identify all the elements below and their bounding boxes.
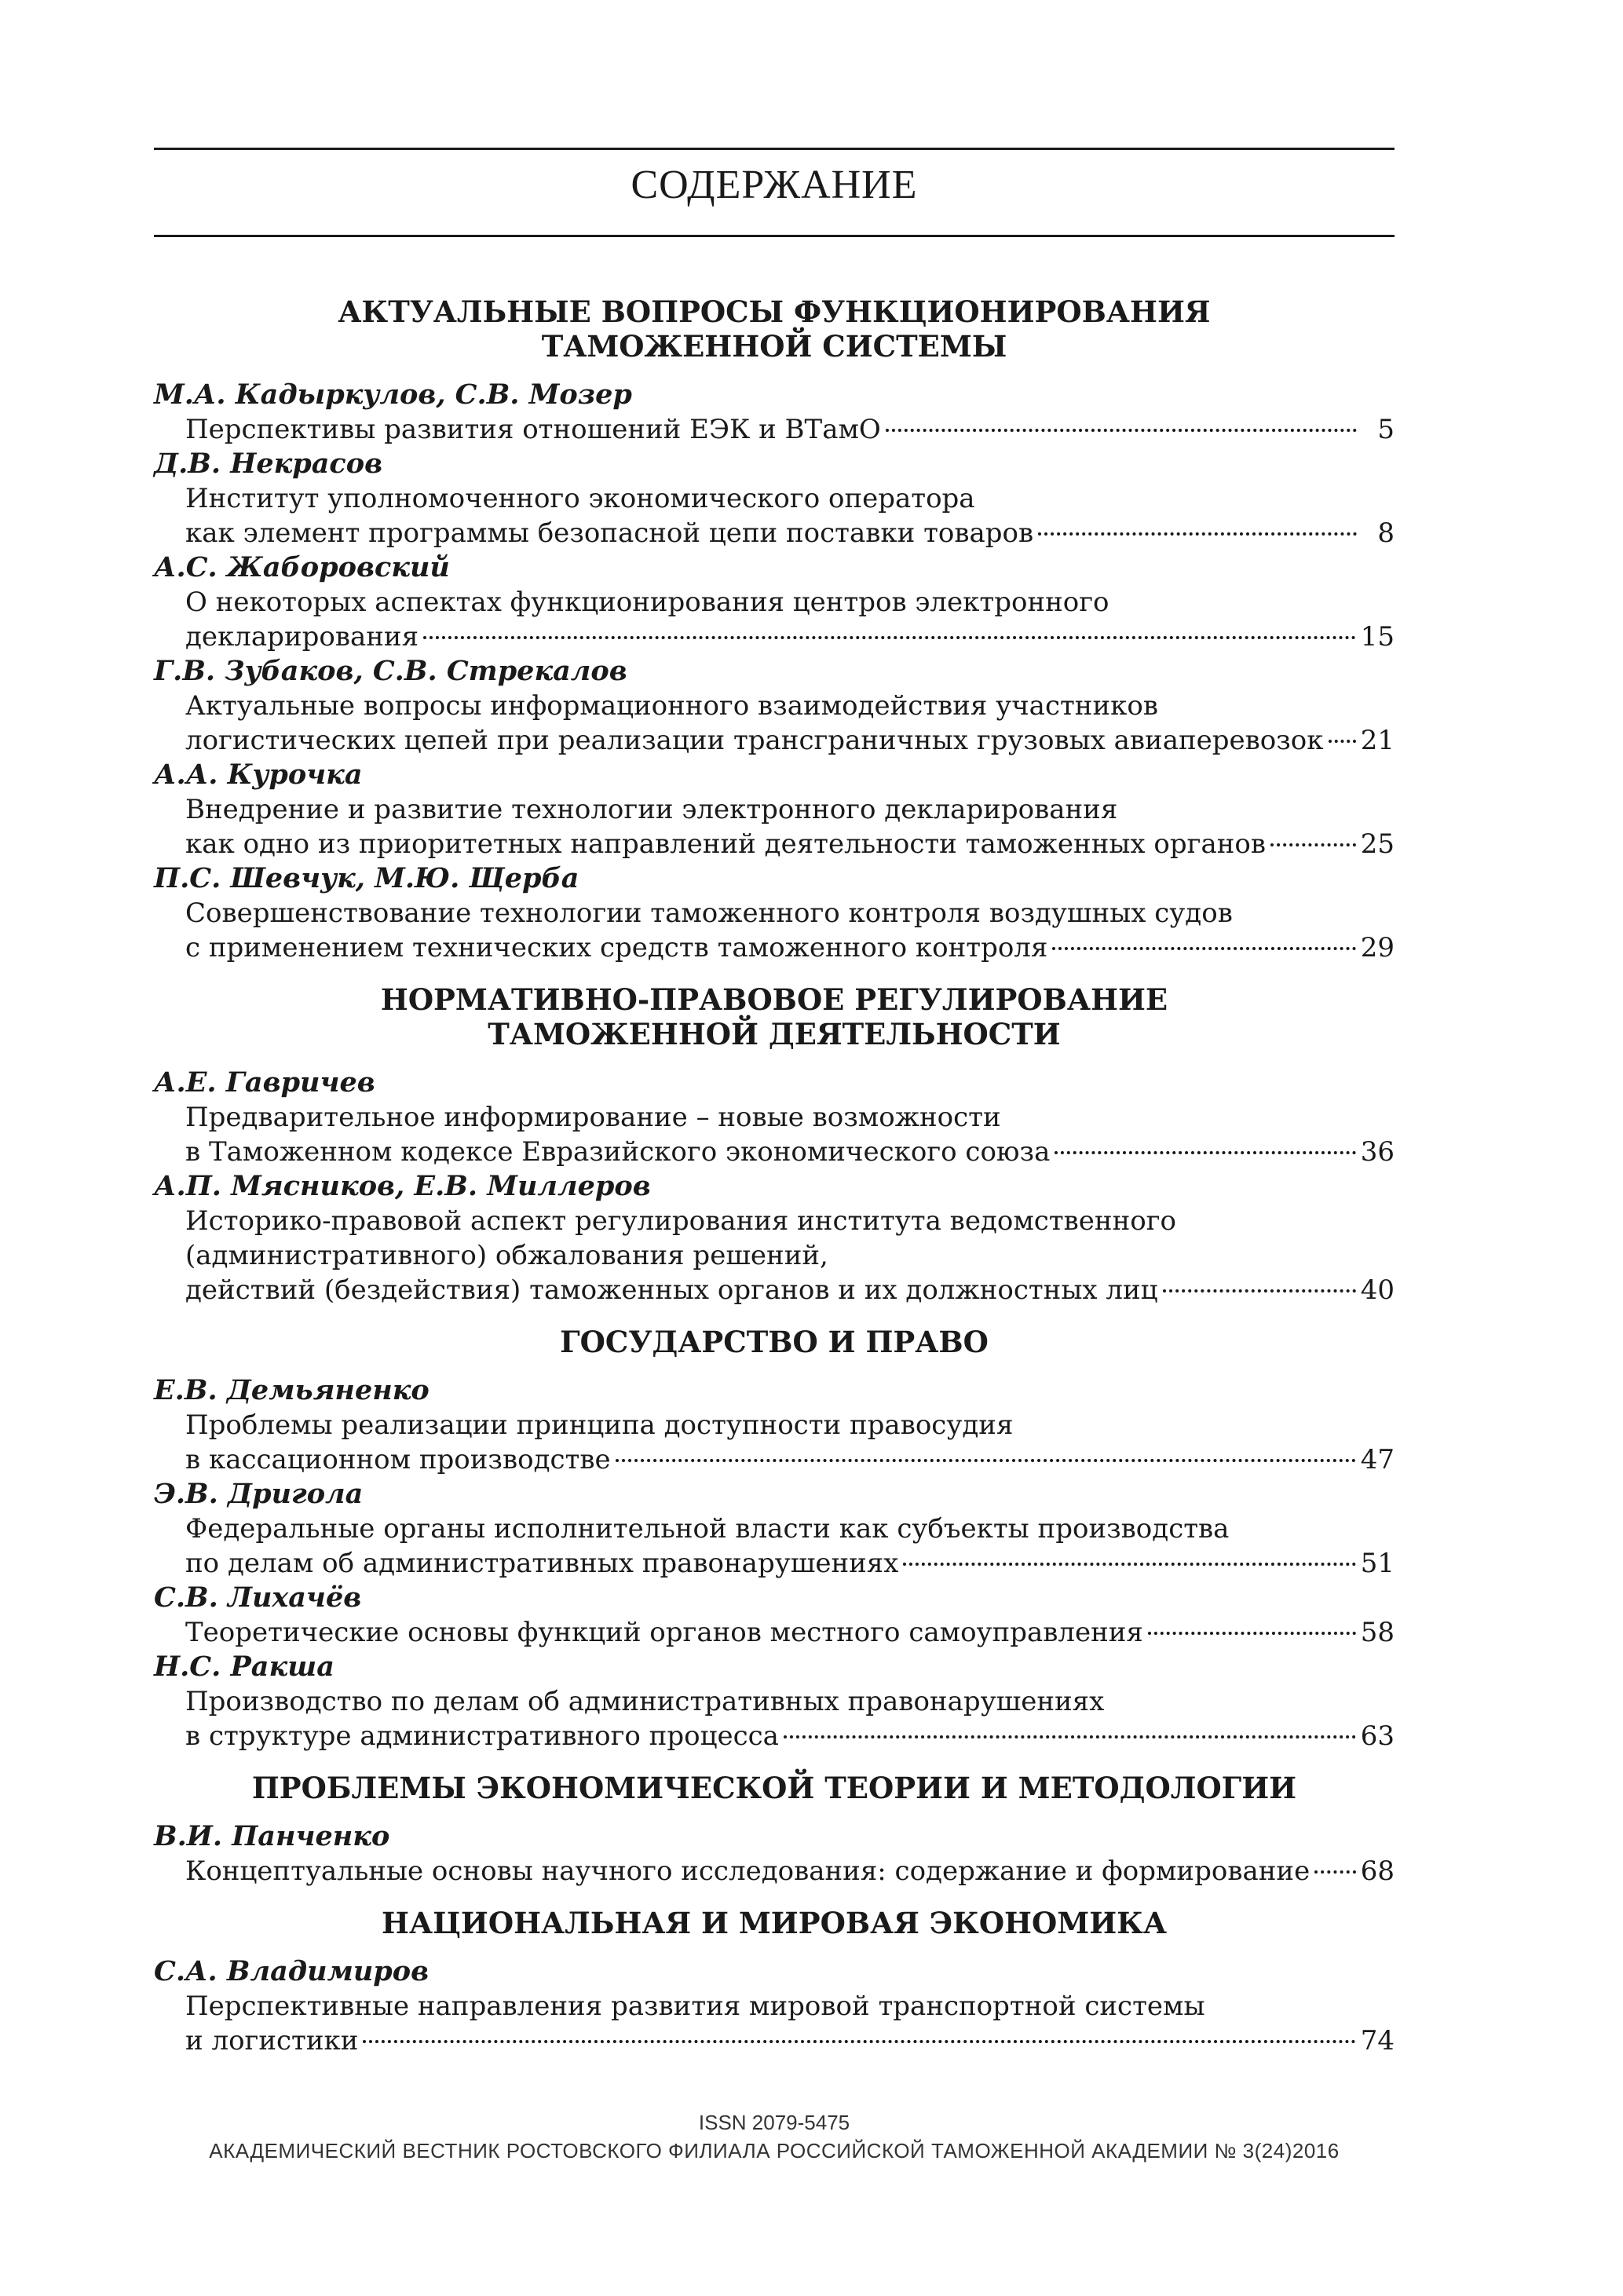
toc-entry[interactable]: [154, 861, 1395, 965]
entry-article: [154, 1684, 1395, 1753]
page-number: 63: [1360, 1720, 1395, 1752]
page-footer: [154, 2108, 1395, 2165]
article-title-line: (административного) обжалования решений,: [185, 1240, 828, 1271]
toc-entry[interactable]: [154, 447, 1395, 550]
article-last-line: [185, 412, 1395, 447]
section-title: [154, 982, 1395, 1051]
section-title: [154, 1325, 1395, 1359]
article-last-line: [185, 827, 1395, 861]
entry-authors: В.И. Панченко: [154, 1820, 390, 1852]
page-number: 74: [1360, 2025, 1395, 2057]
section-title: [154, 294, 1395, 364]
page-number: 68: [1360, 1855, 1395, 1887]
dot-leader: [784, 1735, 1356, 1738]
article-title-line: Проблемы реализации принципа доступности правосудия: [185, 1409, 1014, 1441]
article-last-line: [185, 516, 1395, 550]
toc-section: [154, 1771, 1395, 1888]
page-number: 25: [1360, 828, 1395, 860]
entry-article: [154, 792, 1395, 861]
page-number: 51: [1360, 1548, 1395, 1579]
entry-article: [154, 1989, 1395, 2058]
entry-article: [154, 689, 1395, 758]
entry-authors: Г.В. Зубаков, С.В. Стрекалов: [154, 655, 627, 687]
entry-article: [154, 1204, 1395, 1307]
entry-authors: С.А. Владимиров: [154, 1955, 430, 1987]
entry-authors: М.А. Кадыркулов, С.В. Мозер: [154, 378, 632, 411]
entry-article: [154, 1512, 1395, 1581]
dot-leader: [1314, 1870, 1356, 1874]
dot-leader: [1270, 843, 1356, 846]
article-title-line: Институт уполномоченного экономического оператора: [185, 483, 975, 514]
page-number: 58: [1360, 1617, 1395, 1648]
section-title-line: ПРОБЛЕМЫ ЭКОНОМИЧЕСКОЙ ТЕОРИИ И МЕТОДОЛОГИИ: [251, 1771, 1297, 1805]
section-title-line: АКТУАЛЬНЫЕ ВОПРОСЫ ФУНКЦИОНИРОВАНИЯ: [338, 294, 1211, 329]
toc-section: [154, 1906, 1395, 2058]
page-number: 40: [1360, 1274, 1395, 1306]
article-title-line: Производство по делам об административных правонарушениях: [185, 1686, 1105, 1717]
article-title-line: Перспективы развития отношений ЕЭК и ВТамО: [185, 414, 881, 445]
toc-entry[interactable]: [154, 1477, 1395, 1581]
entry-article: [154, 1100, 1395, 1169]
entry-authors: А.Е. Гавричев: [154, 1066, 375, 1099]
article-title-line: Совершенствование технологии таможенного контроля воздушных судов: [185, 898, 1233, 929]
page-number: 36: [1360, 1136, 1395, 1168]
section-title-line: НОРМАТИВНО-ПРАВОВОЕ РЕГУЛИРОВАНИЕ: [380, 982, 1168, 1017]
toc-section: [154, 294, 1395, 965]
article-last-line: [185, 2024, 1395, 2058]
article-title-line: Федеральные органы исполнительной власти как субъекты производства: [185, 1513, 1230, 1545]
issn-label: ISSN 2079-5475: [698, 2111, 850, 2134]
toc-section: [154, 982, 1395, 1307]
section-title-line: ТАМОЖЕННОЙ ДЕЯТЕЛЬНОСТИ: [488, 1017, 1061, 1051]
entry-authors: А.А. Курочка: [154, 759, 363, 791]
entry-article: [154, 1408, 1395, 1477]
dot-leader: [886, 429, 1357, 432]
entry-authors: А.С. Жаборовский: [154, 551, 450, 583]
article-title-line: Историко-правовой аспект регулирования института ведомственного: [185, 1205, 1176, 1237]
toc-entry[interactable]: [154, 1581, 1395, 1650]
section-title-line: НАЦИОНАЛЬНАЯ И МИРОВАЯ ЭКОНОМИКА: [382, 1906, 1167, 1940]
dot-leader: [1329, 740, 1356, 743]
article-last-line: [185, 620, 1395, 654]
entry-authors: Э.В. Дригола: [154, 1478, 364, 1510]
title-underline-rule: [154, 235, 1395, 237]
page-number: 29: [1360, 932, 1395, 963]
entry-authors: Д.В. Некрасов: [154, 448, 383, 480]
article-last-line: [185, 1854, 1395, 1888]
toc-entry[interactable]: [154, 1650, 1395, 1753]
journal-name: АКАДЕМИЧЕСКИЙ ВЕСТНИК РОСТОВСКОГО ФИЛИАЛА РОССИЙСКОЙ ТАМОЖЕННОЙ АКАДЕМИИ № 3(24)2016: [209, 2139, 1340, 2163]
dot-leader: [1163, 1289, 1356, 1292]
article-title-line: в Таможенном кодексе Евразийского экономического союза: [185, 1136, 1051, 1168]
article-title-line: в кассационном производстве: [185, 1444, 611, 1475]
entry-authors: Е.В. Демьяненко: [154, 1374, 430, 1406]
table-of-contents: [154, 294, 1395, 2058]
article-title-line: Теоретические основы функций органов местного самоуправления: [185, 1617, 1143, 1648]
section-title: [154, 1906, 1395, 1940]
toc-entry[interactable]: [154, 1373, 1395, 1477]
dot-leader: [363, 2040, 1355, 2043]
section-title-line: ТАМОЖЕННОЙ СИСТЕМЫ: [541, 329, 1007, 364]
entry-authors: П.С. Шевчук, М.Ю. Щерба: [154, 862, 579, 894]
article-title-line: действий (бездействия) таможенных органов и их должностных лиц: [185, 1274, 1158, 1306]
article-title-line: как одно из приоритетных направлений деятельности таможенных органов: [185, 828, 1266, 860]
article-title-line: декларирования: [185, 621, 419, 653]
toc-entry[interactable]: [154, 378, 1395, 447]
article-title-line: Концептуальные основы научного исследования: содержание и формирование: [185, 1855, 1310, 1887]
page-number: 21: [1360, 725, 1395, 756]
entry-authors: С.В. Лихачёв: [154, 1581, 362, 1614]
page-number: 8: [1377, 517, 1395, 549]
entry-article: [154, 585, 1395, 654]
article-title-line: Перспективные направления развития мировой транспортной системы: [185, 1991, 1205, 2022]
dot-leader: [616, 1459, 1356, 1462]
article-last-line: [185, 1442, 1395, 1477]
page-number: 47: [1360, 1444, 1395, 1475]
toc-entry[interactable]: [154, 1954, 1395, 2058]
entry-authors: Н.С. Ракша: [154, 1651, 334, 1683]
entry-article: [154, 1615, 1395, 1650]
article-title-line: О некоторых аспектах функционирования центров электронного: [185, 587, 1109, 618]
dot-leader: [1055, 1151, 1355, 1154]
article-last-line: [185, 1719, 1395, 1753]
article-last-line: [185, 1273, 1395, 1307]
entry-article: [154, 896, 1395, 965]
article-title-line: и логистики: [185, 2025, 359, 2057]
dot-leader: [903, 1563, 1355, 1566]
article-title-line: Предварительное информирование – новые возможности: [185, 1102, 1001, 1133]
dot-leader: [1052, 947, 1355, 950]
entry-article: [154, 1854, 1395, 1888]
article-title-line: логистических цепей при реализации трансграничных грузовых авиаперевозок: [185, 725, 1324, 756]
toc-entry[interactable]: [154, 654, 1395, 758]
article-title-line: с применением технических средств таможенного контроля: [185, 932, 1048, 963]
top-rule: [154, 148, 1395, 150]
section-title: [154, 1771, 1395, 1805]
dot-leader: [1148, 1632, 1356, 1635]
toc-entry[interactable]: [154, 1169, 1395, 1307]
entry-article: [154, 481, 1395, 550]
entry-article: [154, 412, 1395, 447]
article-last-line: [185, 1546, 1395, 1581]
article-last-line: [185, 930, 1395, 965]
section-title-line: ГОСУДАРСТВО И ПРАВО: [560, 1325, 989, 1359]
article-last-line: [185, 1135, 1395, 1169]
article-title-line: Внедрение и развитие технологии электронного декларирования: [185, 794, 1118, 825]
article-title-line: по делам об административных правонарушениях: [185, 1548, 899, 1579]
toc-entry[interactable]: [154, 1066, 1395, 1169]
article-title-line: как элемент программы безопасной цепи поставки товаров: [185, 517, 1034, 549]
dot-leader: [423, 636, 1356, 639]
page-number: 5: [1377, 414, 1395, 445]
page-title: СОДЕРЖАНИЕ: [631, 163, 918, 207]
toc-entry[interactable]: [154, 758, 1395, 861]
article-title-line: Актуальные вопросы информационного взаимодействия участников: [185, 690, 1158, 722]
dot-leader: [1038, 532, 1357, 536]
article-title-line: в структуре административного процесса: [185, 1720, 779, 1752]
article-last-line: [185, 723, 1395, 758]
toc-section: [154, 1325, 1395, 1753]
page-number: 15: [1360, 621, 1395, 653]
article-last-line: [185, 1615, 1395, 1650]
toc-entry[interactable]: [154, 550, 1395, 654]
entry-authors: А.П. Мясников, Е.В. Миллеров: [154, 1170, 651, 1202]
toc-entry[interactable]: [154, 1819, 1395, 1888]
